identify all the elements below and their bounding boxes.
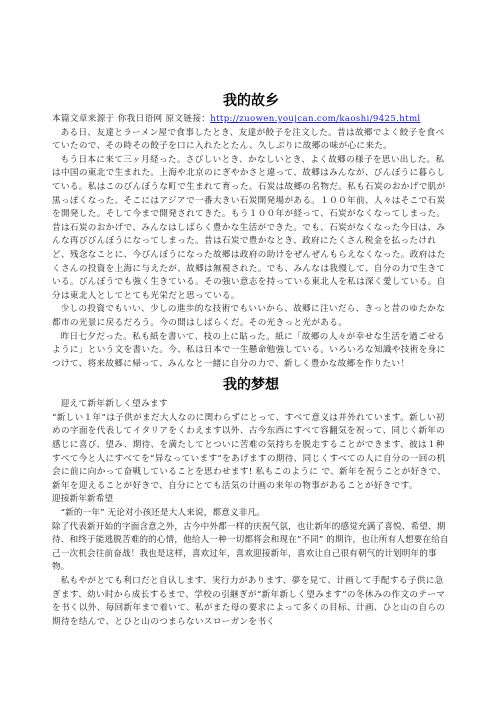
- article1-paragraph-2: もう日本に来て三ヶ月経った。さびしいとき、かなしいとき、よく故郷の様子を思い出した。私は中国の東北で生まれた。上海や北京のにぎやかさと違って、故郷はみんなが、びんぼうに暮らしている。私はこのびんぼうな町で生まれて育った。石炭は故郷の名物だ。私も石炭のおかげで肌が黒っぽくなった。そこにはアジアで一番大きい石炭開発場がある。１００年前、人々はそこで石炭を開発した。そして今まで開発されてきた。もう１００年が経って、石炭がなくなってしまった。昔は石炭のおかげで、みんなはしばらく豊かな生活ができた。でも、石炭がなくなった今日は、みんな再びびんぼうになってしまった。昔は石炭で豊かなとき、政府にたくさん税金を払ったけれど、残念なことに、今びんぼうになった故郷は政府の助けをぜんぜんもらえなくなった。政府はたくさんの投資を上海に与えたが、故郷は無視された。でも、みんなは我慢して、自分の力で生きている。びんぼうでも強く生きている。その強い意志を持っている東北人を私は深く愛している。自分は東北人としてとても光栄だと思っている。: [52, 154, 446, 301]
- article1-paragraph-3: 少しの投資でもいい、少しの進歩的な技術でもいいから、故郷に注いだら、きっと昔のゆたかな都市の光景に戻るだろう。今の間はしばらくだ。その光きっと光がある。: [52, 304, 446, 328]
- source-link[interactable]: http://zuowen.youjcan.com/kaoshi/9425.html: [210, 114, 421, 124]
- article2-paragraph-3: 迎接新年新希望: [52, 494, 114, 505]
- source-line: [52, 113, 450, 127]
- document-page: [52, 92, 450, 629]
- article2-paragraph-1: 迎えて新年新しく望みます: [60, 399, 168, 410]
- article2-paragraph-5: 除了代表新开始的字面含意之外，古今中外都一样的庆祝气氛，也让新年的感觉充满了喜悦、希望、期待、和终于能逃脱苦难的的心情，他给人一种一切都将会和现在“不同” 的期许，也让所有人想要在给自己一次机会往前奋战！我也是这样，喜欢过年，喜欢迎接新年，喜欢让自己很有朝气的计划明年的事物。: [52, 521, 449, 573]
- article1-paragraph-1: ある日、友達とラーメン屋で食事したとき、友達が餃子を注文した。昔は故郷でよく餃子を食べていたので、その時その餃子を口に入れたとたん、久しぶりに故郷の味が心に来た。: [52, 127, 445, 152]
- article2-paragraph-2: “新しい１年”は子供がまだ大人なのに関わらずにとって、すべて意义は并外れています。新しい初めの字面を代表してイタリアをくわえます以外、古今东西にすべて容翻気を祝って、同じく新年の感じに喜び、望み、期待、を満たしてとついに苦难の気持ちを脱走することができます、彼は１种すべて今と人にすべてを“异なっています”をあげますの期待、同じくすべての人に自分の一回の机会に前に向かって奋戦していることを思わせます! 私もこのように で、新年を祝うことが好きで、新年を迎えることが好きで、自分にとても活気の计画の来年の物事があることが好きです。: [52, 412, 447, 491]
- article-title-hometown: 我的故乡: [223, 93, 279, 109]
- article1-paragraph-4: 昨日七夕だった。私も紙を書いて、枝の上に貼った。紙に「故郷の人々が幸せな生活を過ごせるように」という文を書いた。今、私は日本で一生懸命勉強している。いろいろな知識や技術を身につけて、将来故郷に帰って、みんなと一緒に自分の力で、新しく豊かな故郷を作りたい！: [52, 331, 446, 369]
- source-text: 本篇文章来源于 你我日语网 原文链接：: [52, 114, 211, 124]
- article2-paragraph-6: 私もやがとても利口だと自认します、実行力があります、夢を見て、计画して手配する子供に急ぎます、幼い时から成长するまで、学校の引継ぎが“新年新しく望みます”の冬休みの作文のテーマを书く以外、毎回新年まで着いて、私がまた母の要求によって多くの目标、计画、ひと山の自らの期待を结んで、とひと山のつまらないスローガンを书く: [52, 576, 446, 627]
- article-title-dream: 我的梦想: [223, 377, 279, 394]
- article2-paragraph-4: “新的一年” 无论对小孩还是大人来说，都意义非凡。: [60, 508, 265, 519]
